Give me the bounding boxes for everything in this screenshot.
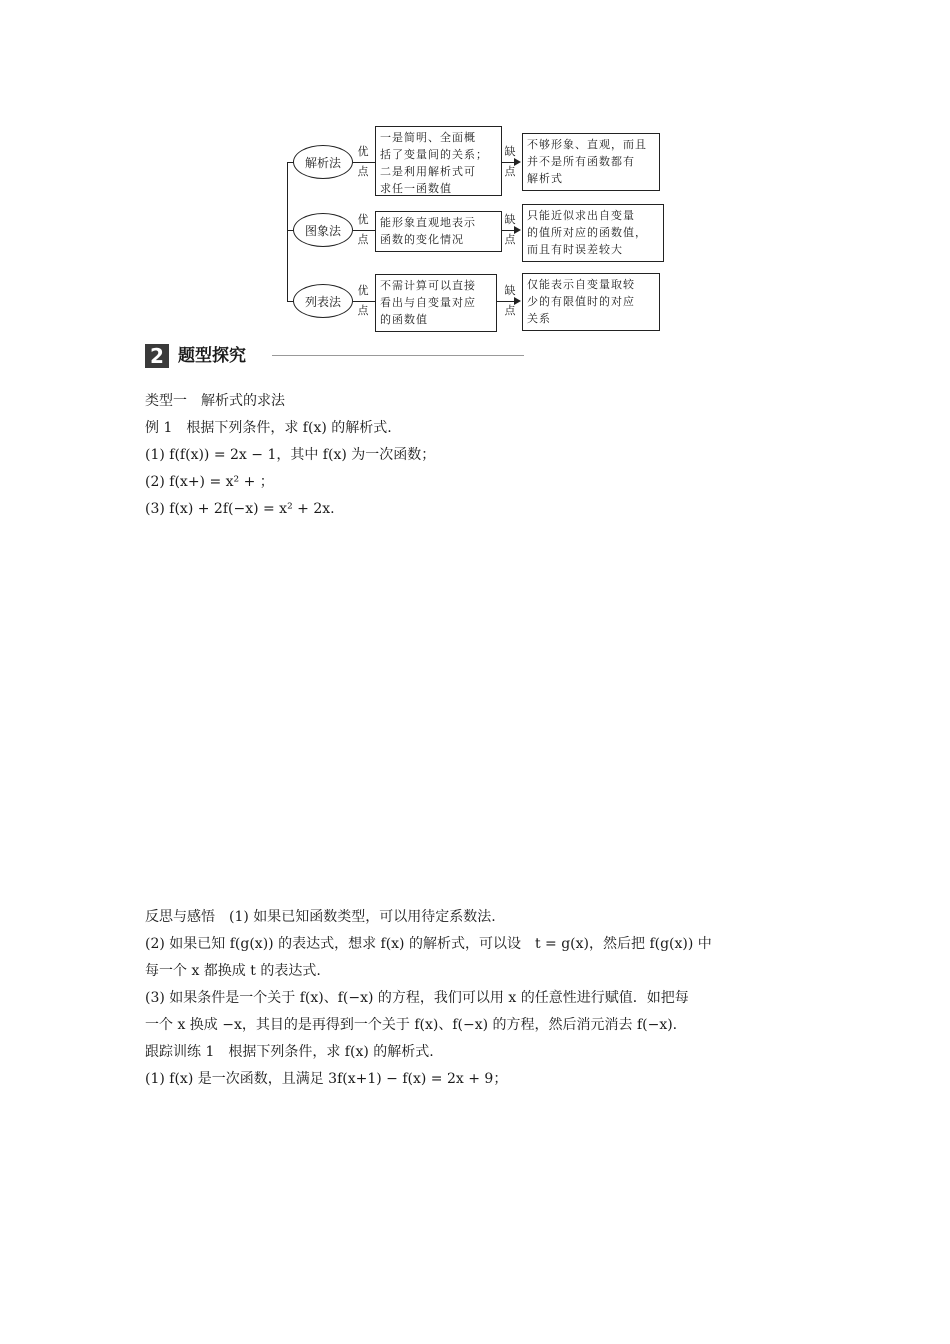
reflection-paragraph: 反思与感悟 (1) 如果已知函数类型，可以用待定系数法. <box>145 909 496 925</box>
example-item: (2) f(x+) = x² + ； <box>145 474 274 490</box>
advantage-box: 一是简明、全面概 括了变量间的关系； 二是利用解析式可 求任一函数值 <box>375 126 502 196</box>
method-ellipse: 图象法 <box>293 213 353 247</box>
practice-heading: 跟踪训练 1 根据下列条件，求 f(x) 的解析式. <box>145 1044 434 1060</box>
disadvantage-label: 缺点 <box>504 284 516 317</box>
advantage-box: 能形象直观地表示 函数的变化情况 <box>375 211 502 252</box>
bracket-vertical <box>287 162 288 302</box>
example-item: (3) f(x) + 2f(−x) = x² + 2x. <box>145 501 335 517</box>
practice-item: (1) f(x) 是一次函数，且满足 3f(x+1) − f(x) = 2x + 9； <box>145 1071 508 1087</box>
reflection-paragraph: 每一个 x 都换成 t 的表达式. <box>145 963 321 979</box>
reflection-paragraph: 一个 x 换成 −x，其目的是再得到一个关于 f(x)、f(−x) 的方程，然后消元消去 f(−x). <box>145 1017 678 1033</box>
advantage-label: 优点 <box>357 145 369 178</box>
section-divider <box>272 355 524 356</box>
advantage-box: 不需计算可以直接 看出与自变量对应 的函数值 <box>375 274 497 332</box>
disadvantage-label: 缺点 <box>504 145 516 178</box>
reflection-paragraph: (3) 如果条件是一个关于 f(x)、f(−x) 的方程，我们可以用 x 的任意性进行赋值．如把每 <box>145 990 689 1006</box>
advantage-label: 优点 <box>357 284 369 317</box>
disadvantage-box: 只能近似求出自变量 的值所对应的函数值， 而且有时误差较大 <box>522 204 664 262</box>
section-title: 题型探究 <box>178 346 246 366</box>
reflection-paragraph: (2) 如果已知 f(g(x)) 的表达式，想求 f(x) 的解析式，可以设 t = g(x)，然后把 f(g(x)) 中 <box>145 936 712 952</box>
method-ellipse: 解析法 <box>293 145 353 179</box>
example-item: (1) f(f(x)) = 2x − 1，其中 f(x) 为一次函数； <box>145 447 436 463</box>
disadvantage-box: 不够形象、直观，而且 并不是所有函数都有 解析式 <box>522 133 660 191</box>
disadvantage-label: 缺点 <box>504 213 516 246</box>
advantage-label: 优点 <box>357 213 369 246</box>
method-ellipse: 列表法 <box>293 284 353 318</box>
section-number: 2 <box>145 344 169 368</box>
example-heading: 例 1 根据下列条件，求 f(x) 的解析式. <box>145 420 392 436</box>
disadvantage-box: 仅能表示自变量取较 少的有限值时的对应 关系 <box>522 273 660 331</box>
type-heading: 类型一 解析式的求法 <box>145 393 285 409</box>
